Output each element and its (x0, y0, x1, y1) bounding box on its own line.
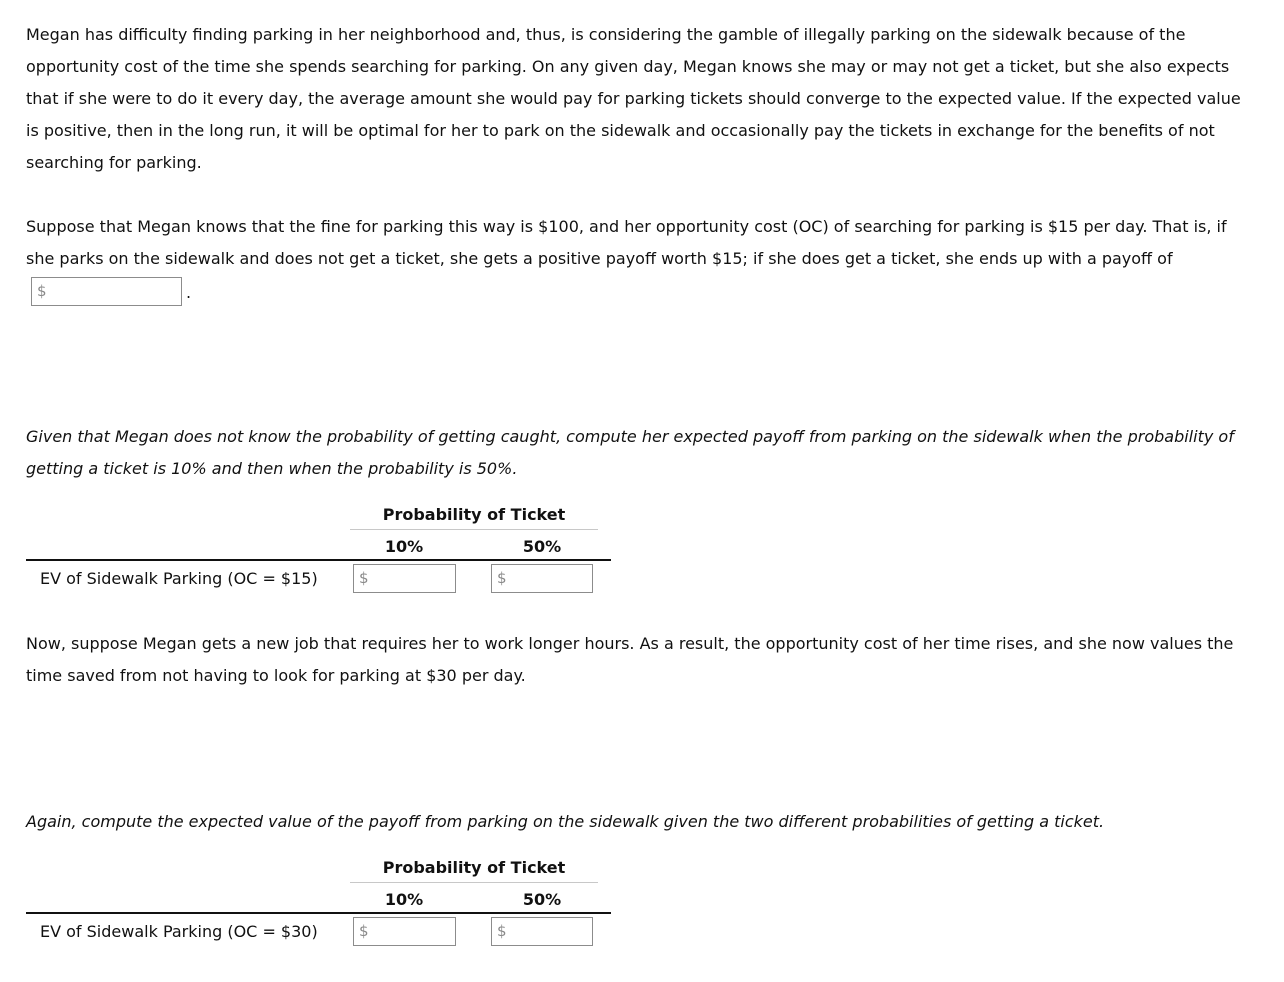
ev-oc30-50pct-field[interactable] (491, 917, 593, 946)
ticket-payoff-input[interactable] (50, 280, 177, 302)
payoff-period: . (186, 283, 192, 302)
dollar-sign: $ (37, 282, 47, 300)
ev-table-oc15 (26, 505, 616, 600)
intro-paragraph: Megan has difficulty finding parking in her neighborhood and, thus, is considering the gamble of illegally parking on the sidewalk because of the opportunity cost of the time she spends searching for parking. On any given day, Megan knows she may or may not get a ticket, but she also expects that if she were to do it every day, the average amount she would pay for parking tickets should converge to the expected value. If the expected value is positive, then in the long run, it will be optimal for her to park on the sidewalk and occasionally pay the tickets in exchange for the benefits of not searching for parking. (26, 25, 1241, 172)
dollar-sign: $ (497, 922, 507, 940)
probability-header: Probability of Ticket (350, 858, 598, 883)
new-job-paragraph: Now, suppose Megan gets a new job that requires her to work longer hours. As a result, the opportunity cost of her time rises, and she now values the time saved from not having to look for parking at $30 per day. (26, 634, 1234, 685)
column-10-percent: 10% (384, 890, 424, 909)
ticket-payoff-field[interactable] (31, 277, 182, 306)
ev-oc30-10pct-input[interactable] (372, 920, 451, 942)
ev-oc15-50pct-input[interactable] (510, 567, 588, 589)
ev-oc30-50pct-input[interactable] (510, 920, 588, 942)
column-10-percent: 10% (384, 537, 424, 556)
ev-oc15-50pct-field[interactable] (491, 564, 593, 593)
dollar-sign: $ (359, 569, 369, 587)
dollar-sign: $ (359, 922, 369, 940)
column-50-percent: 50% (522, 537, 562, 556)
column-50-percent: 50% (522, 890, 562, 909)
ev-oc15-10pct-field[interactable] (353, 564, 456, 593)
fine-paragraph: Suppose that Megan knows that the fine for parking this way is $100, and her opportunity cost (OC) of searching for parking is $15 per day. That is, if she parks on the sidewalk and does not get a ticket, she gets a positive payoff worth $15; if she does get a ticket, she ends up with a payoff of (26, 217, 1227, 268)
ev-table-oc30 (26, 858, 616, 953)
header-rule (26, 559, 611, 561)
question2-prompt: Again, compute the expected value of the payoff from parking on the sidewalk given the two different probabilities of getting a ticket. (26, 812, 1105, 831)
row-label-oc15: EV of Sidewalk Parking (OC = $15) (40, 569, 318, 588)
header-rule (26, 912, 611, 914)
row-label-oc30: EV of Sidewalk Parking (OC = $30) (40, 922, 318, 941)
ev-oc15-10pct-input[interactable] (372, 567, 451, 589)
probability-header: Probability of Ticket (350, 505, 598, 530)
question1-prompt: Given that Megan does not know the probability of getting caught, compute her expected payoff from parking on the sidewalk when the probability of getting a ticket is 10% and then when the probability is 50%. (26, 427, 1234, 478)
ev-oc30-10pct-field[interactable] (353, 917, 456, 946)
dollar-sign: $ (497, 569, 507, 587)
